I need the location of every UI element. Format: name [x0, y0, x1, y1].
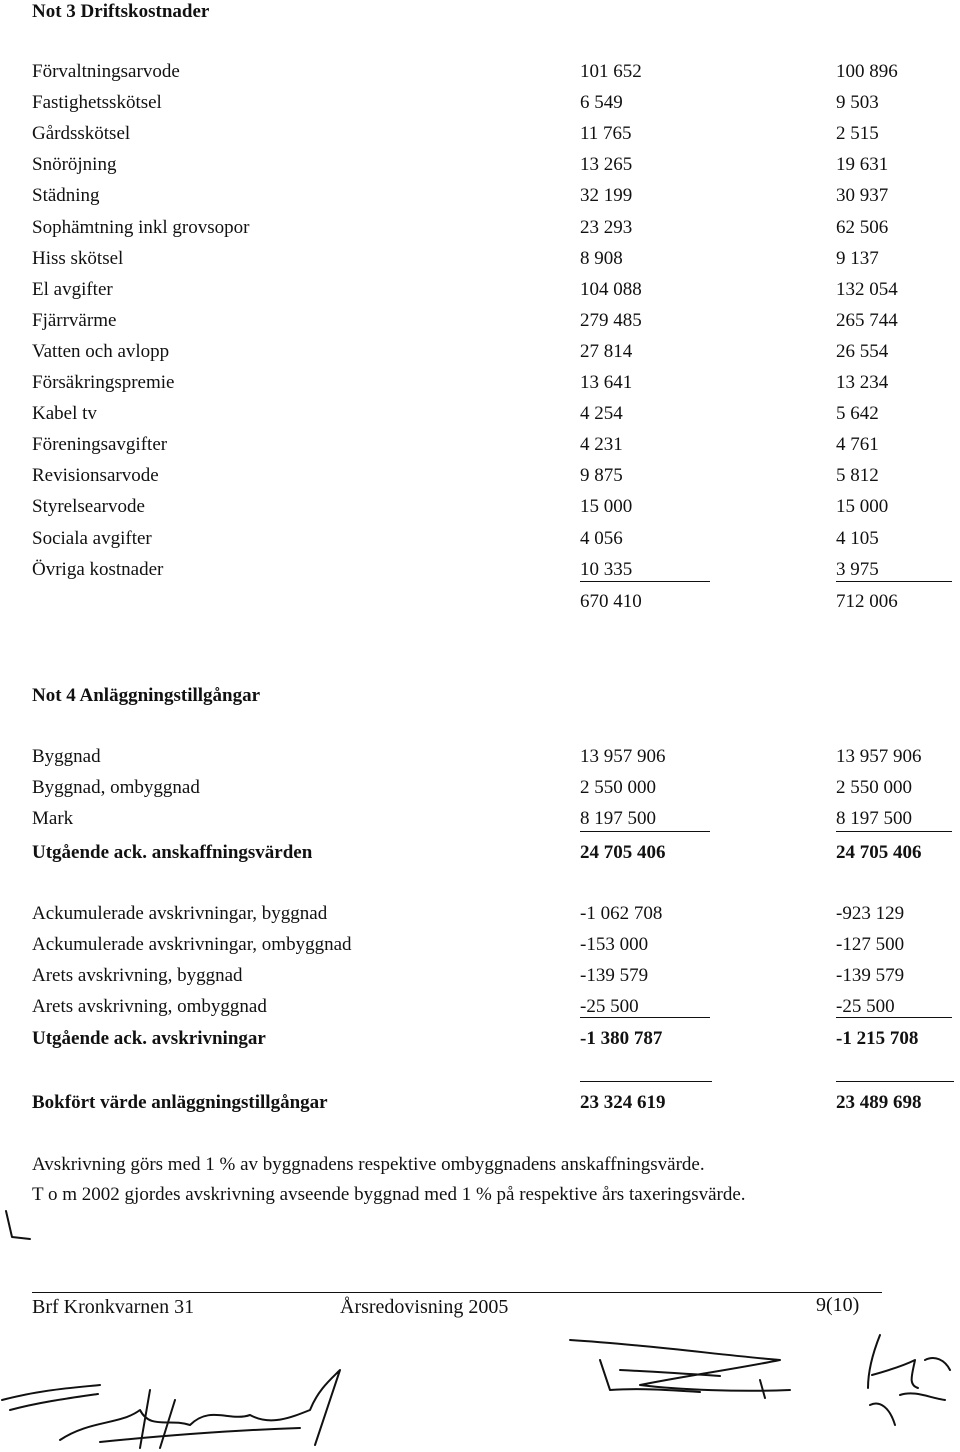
note4-dep-sum-line-previous — [836, 1017, 952, 1018]
footer-page-number: 9(10) — [816, 1294, 860, 1316]
depreciation-row-label: Arets avskrivning, ombyggnad — [32, 996, 267, 1017]
cost-row-current: 6 549 — [580, 92, 623, 114]
cost-row-current: 101 652 — [580, 61, 642, 82]
cost-row-previous: 4 105 — [836, 527, 879, 549]
cost-row-previous: 15 000 — [836, 496, 889, 518]
cost-row-current: 104 088 — [580, 278, 642, 300]
footer-association: Brf Kronkvarnen 31 — [32, 1296, 195, 1318]
cost-row-previous: 19 631 — [836, 154, 889, 176]
cost-row-label: Gårdsskötsel — [32, 123, 131, 145]
cost-row-current: 8 908 — [580, 247, 623, 269]
cost-row-label: Fastighetsskötsel — [32, 92, 162, 114]
cost-row-previous: 100 896 — [836, 61, 898, 82]
cost-row-previous: 265 744 — [836, 309, 898, 331]
depreciation-row-label: Ackumulerade avskrivningar, byggnad — [32, 903, 328, 924]
depreciation-row-previous: -139 579 — [836, 965, 905, 986]
footer-report: Årsredovisning 2005 — [340, 1296, 509, 1318]
depreciation-row-previous: -127 500 — [836, 934, 905, 955]
cost-row-previous: 2 515 — [836, 123, 879, 145]
depreciation-note-2: T o m 2002 gjordes avskrivning avseende byggnad med 1 % på respektive års taxeringsvärde. — [32, 1184, 746, 1205]
acquisition-total-previous: 24 705 406 — [836, 842, 922, 863]
acquisition-row-label: Byggnad — [32, 746, 101, 767]
acquisition-row-label: Byggnad, ombyggnad — [32, 777, 200, 798]
note4-dep-sum-line-current — [580, 1017, 710, 1018]
cost-row-label: Styrelsearvode — [32, 496, 145, 518]
cost-row-current: 279 485 — [580, 309, 642, 331]
acquisition-row-current: 2 550 000 — [580, 777, 656, 798]
note3-title: Not 3 Driftskostnader — [32, 1, 210, 22]
cost-row-previous: 9 503 — [836, 92, 879, 114]
cost-row-current: 4 056 — [580, 527, 623, 549]
cost-row-previous: 26 554 — [836, 340, 889, 362]
depreciation-total-previous: -1 215 708 — [836, 1028, 919, 1049]
book-value-current: 23 324 619 — [580, 1092, 666, 1113]
depreciation-row-label: Ackumulerade avskrivningar, ombyggnad — [32, 934, 352, 955]
depreciation-row-current: -139 579 — [580, 965, 649, 986]
note3-total-current: 670 410 — [580, 591, 642, 612]
cost-row-label: Kabel tv — [32, 403, 97, 425]
note3-sum-line-current — [580, 581, 710, 582]
cost-row-current: 4 254 — [580, 403, 623, 425]
note3-sum-line-previous — [836, 581, 952, 582]
margin-mark — [0, 1205, 40, 1245]
cost-row-previous: 30 937 — [836, 185, 889, 207]
cost-row-label: El avgifter — [32, 278, 113, 300]
cost-row-current: 15 000 — [580, 496, 633, 518]
cost-row-label: Vatten och avlopp — [32, 340, 170, 362]
acquisition-row-previous: 13 957 906 — [836, 746, 922, 767]
cost-row-previous: 9 137 — [836, 247, 879, 269]
cost-row-previous: 3 975 — [836, 558, 879, 580]
acquisition-row-current: 8 197 500 — [580, 808, 656, 829]
cost-row-label: Sociala avgifter — [32, 527, 152, 549]
cost-row-current: 10 335 — [580, 558, 633, 580]
cost-row-label: Revisionsarvode — [32, 465, 159, 487]
cost-row-current: 23 293 — [580, 216, 633, 238]
footer-rule — [32, 1292, 882, 1293]
signatures — [0, 1330, 960, 1452]
note4-acq-sum-line-current — [580, 831, 710, 832]
cost-row-current: 4 231 — [580, 434, 623, 456]
acquisition-row-previous: 2 550 000 — [836, 777, 912, 798]
cost-row-previous: 5 812 — [836, 465, 879, 487]
cost-row-label: Fjärrvärme — [32, 309, 117, 331]
depreciation-row-previous: -25 500 — [836, 996, 895, 1017]
depreciation-row-current: -1 062 708 — [580, 903, 663, 924]
depreciation-note-1: Avskrivning görs med 1 % av byggnadens respektive ombyggnadens anskaffningsvärde. — [32, 1154, 705, 1175]
book-value-line-previous — [836, 1081, 954, 1082]
cost-row-label: Sophämtning inkl grovsopor — [32, 216, 250, 238]
cost-row-current: 13 641 — [580, 372, 633, 393]
cost-row-label: Övriga kostnader — [32, 558, 164, 580]
cost-row-current: 11 765 — [580, 123, 632, 145]
acquisition-row-previous: 8 197 500 — [836, 808, 912, 829]
acquisition-total-current: 24 705 406 — [580, 842, 666, 863]
cost-row-label: Hiss skötsel — [32, 247, 124, 269]
book-value-previous: 23 489 698 — [836, 1092, 922, 1113]
depreciation-row-previous: -923 129 — [836, 903, 905, 924]
depreciation-row-label: Arets avskrivning, byggnad — [32, 965, 243, 986]
cost-row-label: Förvaltningsarvode — [32, 61, 180, 82]
cost-row-current: 9 875 — [580, 465, 623, 487]
cost-row-label: Försäkringspremie — [32, 372, 175, 393]
acquisition-total-label: Utgående ack. anskaffningsvärden — [32, 842, 313, 863]
note4-title: Not 4 Anläggningstillgångar — [32, 685, 261, 706]
depreciation-total-current: -1 380 787 — [580, 1028, 663, 1049]
cost-row-previous: 132 054 — [836, 278, 898, 300]
note4-acq-sum-line-previous — [836, 831, 952, 832]
depreciation-row-current: -25 500 — [580, 996, 639, 1017]
note3-total-previous: 712 006 — [836, 591, 898, 612]
cost-row-label: Städning — [32, 185, 100, 207]
cost-row-current: 27 814 — [580, 340, 633, 362]
cost-row-previous: 5 642 — [836, 403, 879, 425]
cost-row-previous: 13 234 — [836, 372, 889, 393]
cost-row-current: 32 199 — [580, 185, 633, 207]
book-value-line-current — [580, 1081, 712, 1082]
cost-row-previous: 4 761 — [836, 434, 879, 456]
depreciation-total-label: Utgående ack. avskrivningar — [32, 1028, 266, 1049]
acquisition-row-label: Mark — [32, 808, 74, 829]
cost-row-current: 13 265 — [580, 154, 633, 176]
cost-row-label: Föreningsavgifter — [32, 434, 168, 456]
acquisition-row-current: 13 957 906 — [580, 746, 666, 767]
cost-row-previous: 62 506 — [836, 216, 889, 238]
depreciation-row-current: -153 000 — [580, 934, 649, 955]
book-value-label: Bokfört värde anläggningstillgångar — [32, 1092, 328, 1113]
cost-row-label: Snöröjning — [32, 154, 117, 176]
